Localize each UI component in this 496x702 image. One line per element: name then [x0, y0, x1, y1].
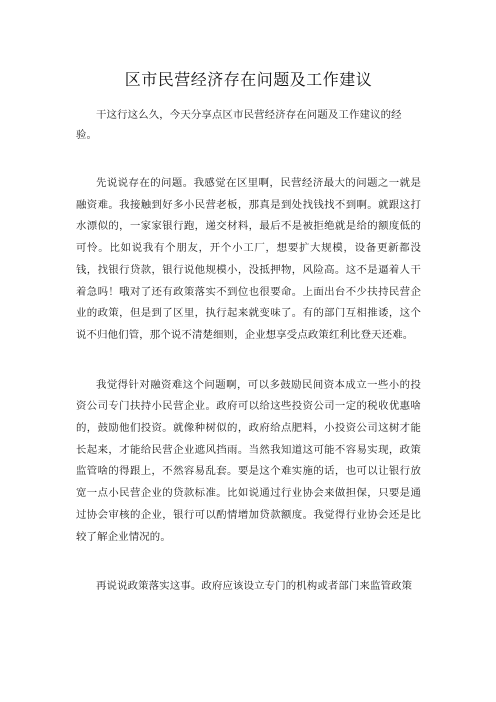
body-paragraph-policy-implementation: 再说说政策落实这事。政府应该设立专门的机构或者部门来监管政策 — [96, 580, 413, 593]
intro-paragraph: 干这行这么久，今天分享点区市民营经济存在问题及工作建议的经验。 — [76, 109, 402, 141]
body-paragraph-problems: 先说说存在的问题。我感觉在区里啊，民营经济最大的问题之一就是融资难。我接触到好多小民营老板，那真是到处找钱找不到啊。就跟这打水漂似的，一家家银行跑，递交材料，最后不是被拒绝就是给的额度低的可怜。比如说我有个朋友，开个小工厂，想要扩大规模，设备更新都没钱，找银行贷款，银行说他规模小，没抵押物，风险高。这不是逼着人干着急吗！哦对了还有政策落实不到位也很要命。上面出台不少扶持民营企业的政策，但是到了区里，执行起来就变味了。有的部门互相推诿，这个说不归他们管，那个说不清楚细则，企业想享受点政策红利比登天还难。 — [76, 177, 421, 341]
document-title: 区市民营经济存在问题及工作建议 — [124, 70, 373, 89]
body-paragraph-financing-suggestions: 我觉得针对融资难这个问题啊，可以多鼓励民间资本成立一些小的投资公司专门扶持小民营企业。政府可以给这些投资公司一定的税收优惠啥的，鼓励他们投资。就像种树似的，政府给点肥料，小投资公司这树才能长起来，才能给民营企业遮风挡雨。当然我知道这可能不容易实现，政策监管啥的得跟上，不然容易乱套。要是这个难实施的话，也可以让银行放宽一点小民营企业的贷款标准。比如说通过行业协会来做担保，只要是通过协会审核的企业，银行可以酌情增加贷款额度。我觉得行业协会还是比较了解企业情况的。 — [76, 378, 421, 543]
